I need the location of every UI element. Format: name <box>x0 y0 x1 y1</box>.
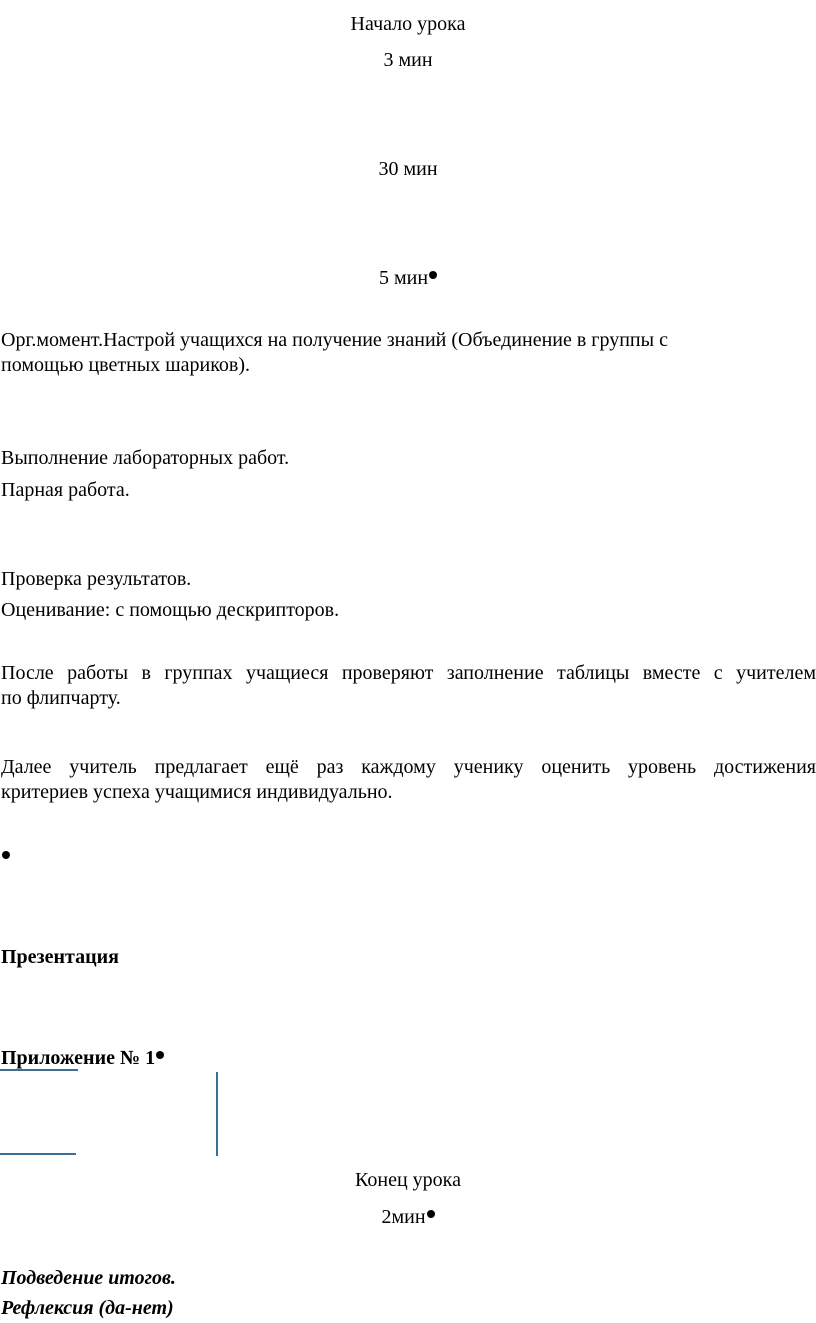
closing-stage-time-row <box>0 266 816 290</box>
bullet-icon <box>427 1210 435 1218</box>
bullet-icon <box>2 851 10 859</box>
summary-line: Подведение итогов. <box>1 1267 176 1289</box>
assessment-line: Оценивание: с помощью дескрипторов. <box>1 599 340 621</box>
lab-work-line: Выполнение лабораторных работ. <box>1 447 290 469</box>
appendix-resource-row <box>1 1046 164 1070</box>
stage-end-time: 2мин <box>381 1206 426 1228</box>
pair-work-line: Парная работа. <box>1 479 130 501</box>
table-border-vertical <box>216 1072 218 1156</box>
table-border-top <box>0 1069 78 1071</box>
main-stage-time: 30 мин <box>378 158 438 180</box>
bullet-icon <box>156 1051 164 1059</box>
check-results-line: Проверка результатов. <box>1 568 192 590</box>
org-moment-line-1: Орг.момент.Настрой учащихся на получение знаний (Объединение в группы с <box>1 329 668 351</box>
org-moment-line-2: помощью цветных шариков). <box>1 354 251 376</box>
stage-end-title: Конец урока <box>355 1169 461 1191</box>
teacher-line-2: критериев успеха учащимися индивидуально. <box>1 781 393 803</box>
stage-start-title: Начало урока <box>350 13 466 35</box>
stage-start-time: 3 мин <box>383 49 433 71</box>
stage-end-time-row <box>0 1205 816 1229</box>
teacher-line-1: Далее учитель предлагает ещё раз каждому ученику оценить уровень достижения <box>1 756 816 778</box>
reflection-line: Рефлексия (да-нет) <box>1 1297 174 1319</box>
after-groups-line-1: После работы в группах учащиеся проверяют заполнение таблицы вместе с учителем <box>1 662 816 684</box>
bullet-icon <box>429 271 437 279</box>
appendix-resource: Приложение № 1 <box>1 1047 156 1069</box>
table-border-bottom <box>0 1153 76 1155</box>
presentation-resource: Презентация <box>1 946 119 968</box>
after-groups-line-2: по флипчарту. <box>1 687 121 709</box>
closing-stage-time: 5 мин <box>378 267 429 289</box>
